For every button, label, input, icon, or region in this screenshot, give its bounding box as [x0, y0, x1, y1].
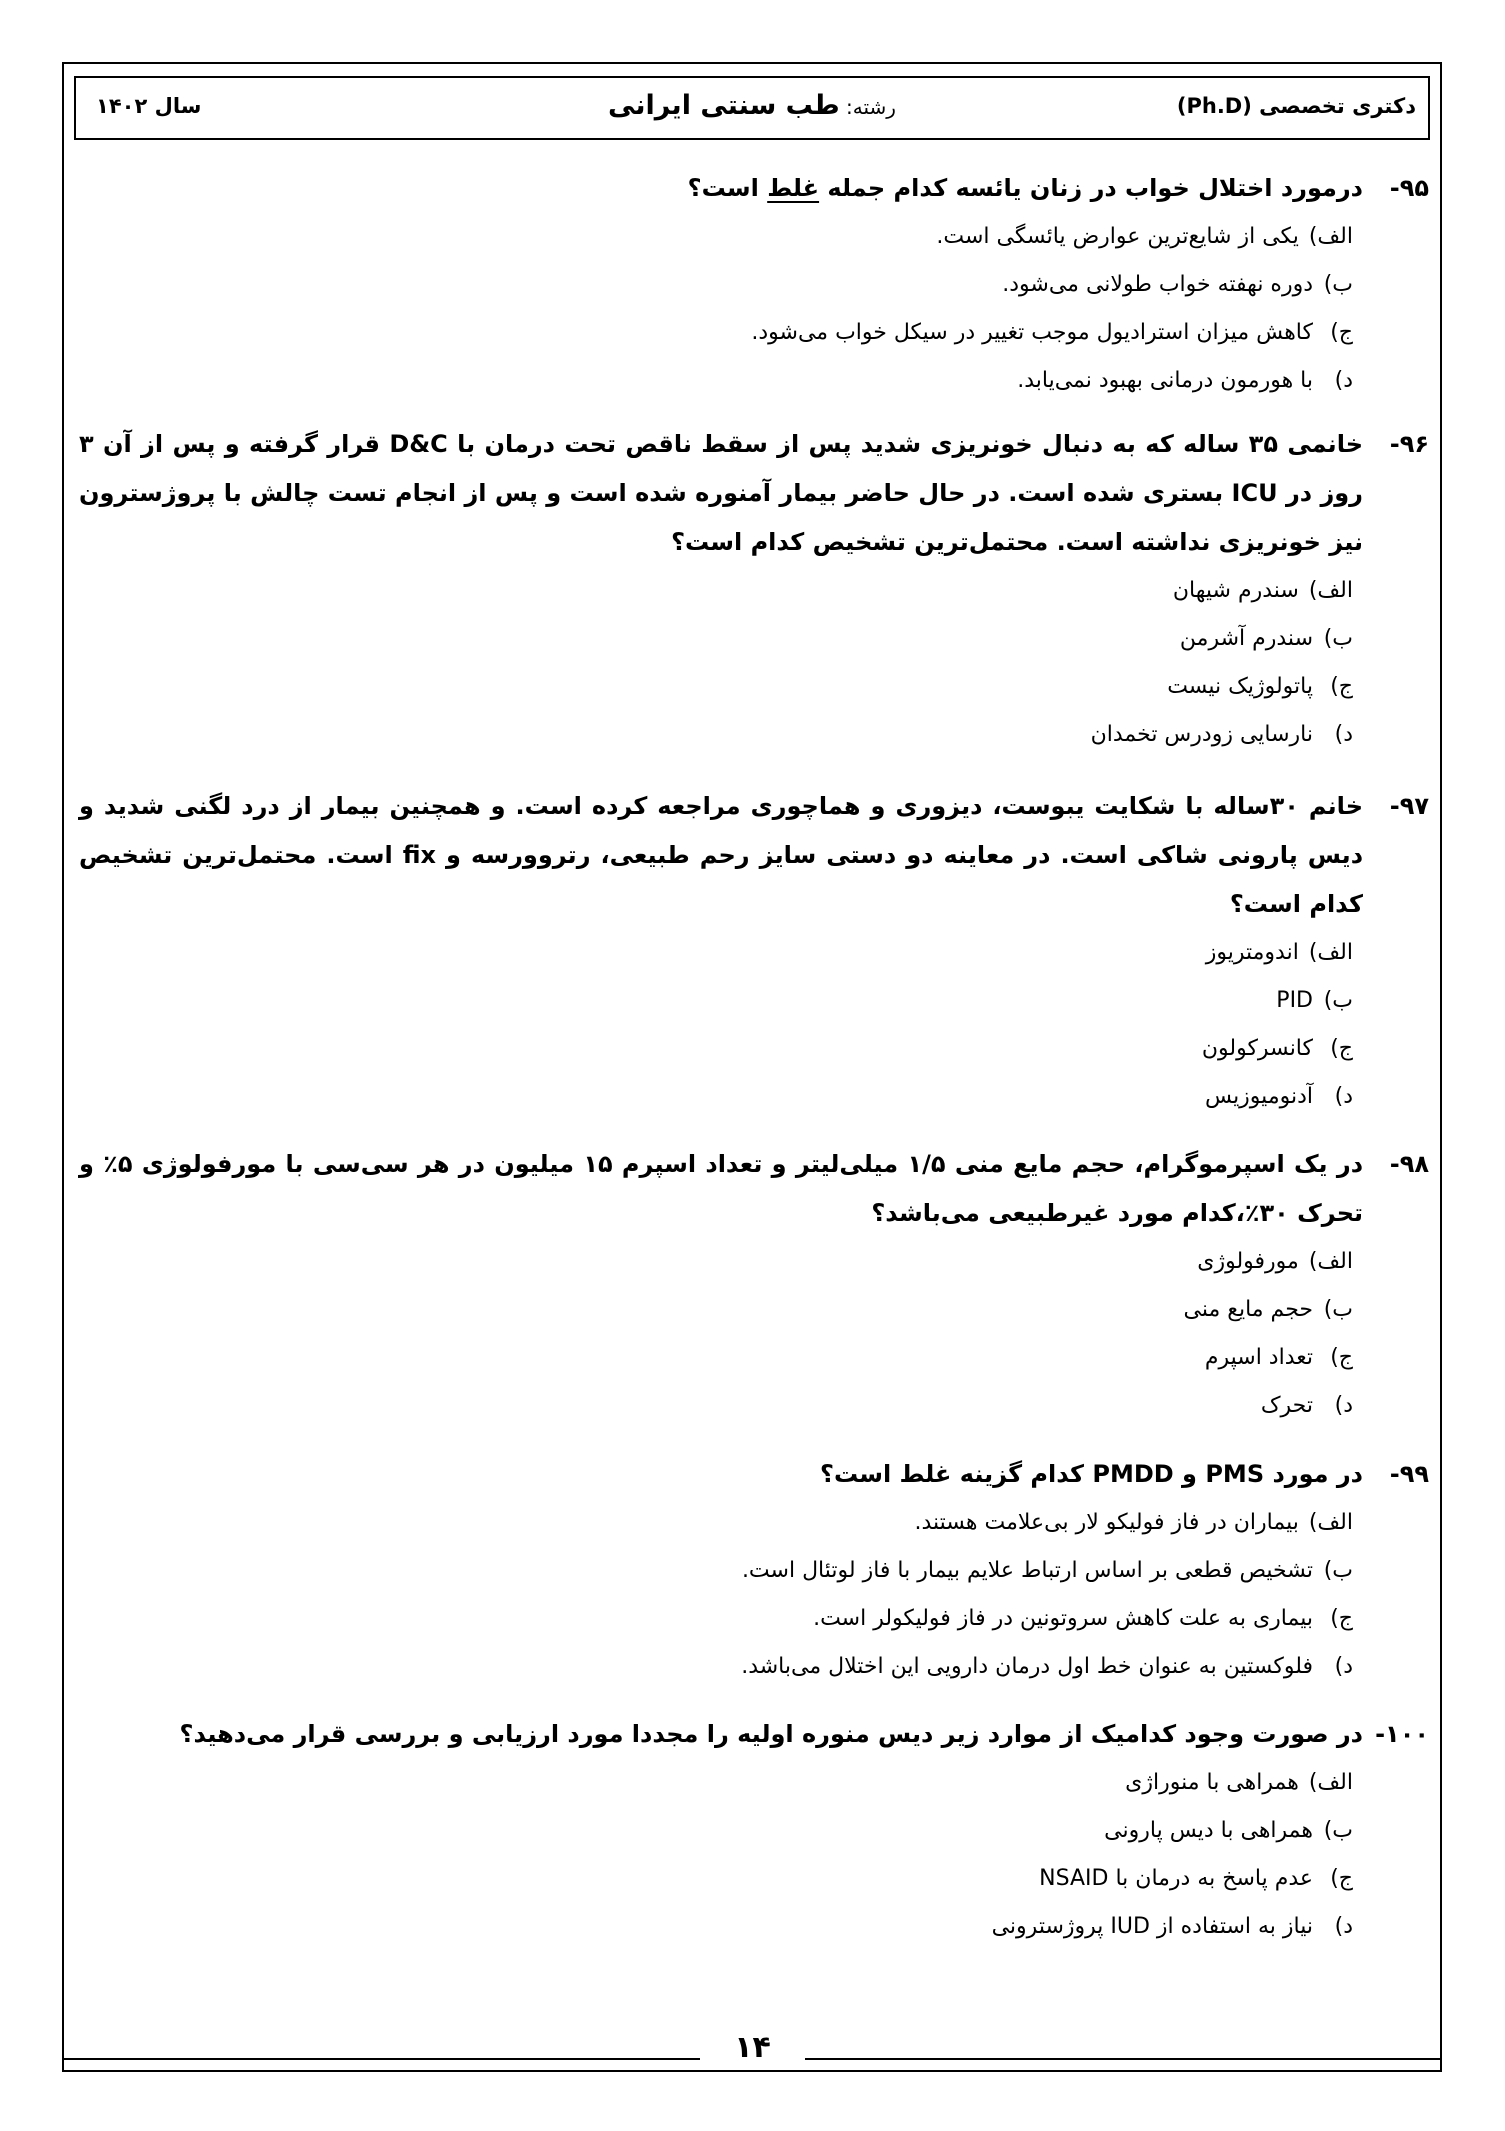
option-c: ج)کانسرکولون — [1201, 1036, 1353, 1061]
option-a: الف)بیماران در فاز فولیکو لار بی‌علامت هستند. — [914, 1510, 1353, 1535]
field-label: رشته: — [846, 95, 896, 119]
field-name: طب سنتی ایرانی — [608, 90, 840, 121]
question-98 — [79, 1140, 1429, 1430]
question-number: ۹۶- — [1389, 430, 1429, 458]
question-97 — [79, 782, 1429, 1121]
options-list — [79, 1238, 1353, 1430]
option-a: الف)سندرم شیهان — [1172, 578, 1353, 603]
option-a: الف)اندومتریوز — [1205, 940, 1353, 965]
option-d: د)با هورمون درمانی بهبود نمی‌یابد. — [1017, 368, 1353, 393]
question-text: در صورت وجود کدامیک از موارد زیر دیس منوره اولیه را مجددا مورد ارزیابی و بررسی قرار می‌دهید؟ — [179, 1720, 1363, 1748]
option-d: د)فلوکستین به عنوان خط اول درمان دارویی این اختلال می‌باشد. — [741, 1654, 1353, 1679]
option-c: ج)کاهش میزان استرادیول موجب تغییر در سیکل خواب می‌شود. — [751, 320, 1353, 345]
option-a: الف)همراهی با منوراژی — [1125, 1770, 1353, 1795]
options-list — [79, 213, 1353, 405]
options-list — [79, 1499, 1353, 1691]
option-d: د)آدنومیوزیس — [1205, 1084, 1353, 1109]
option-b: ب)حجم مایع منی — [1183, 1297, 1353, 1322]
option-c: ج)عدم پاسخ به درمان با NSAID — [1039, 1866, 1353, 1891]
option-d: د)نیاز به استفاده از IUD پروژسترونی — [991, 1914, 1353, 1939]
question-number: ۹۵- — [1389, 174, 1429, 202]
question-text: در مورد PMS و PMDD کدام گزینه غلط است؟ — [820, 1460, 1363, 1488]
question-96 — [79, 420, 1429, 759]
question-text: خانم ۳۰ساله با شکایت یبوست، دیزوری و هماچوری مراجعه کرده است. و همچنین بیمار از درد لگنی شدید و دیس پارونی شاکی است. در معاینه دو دستی سایز رحم طبیعی، رتروورسه و fix است. محتمل‌ترین تشخیص کدام است؟ — [79, 792, 1364, 918]
option-c: ج)تعداد اسپرم — [1204, 1345, 1353, 1370]
options-list — [79, 929, 1353, 1121]
exam-year: سال ۱۴۰۲ — [96, 94, 202, 118]
question-95 — [79, 164, 1429, 405]
question-text: در یک اسپرموگرام، حجم مایع منی ۱/۵ میلی‌لیتر و تعداد اسپرم ۱۵ میلیون در هر سی‌سی با مورفولوژی ۵٪ و تحرک ۳۰٪،کدام مورد غیرطبیعی می‌باشد؟ — [79, 1150, 1364, 1227]
option-d: د)تحرک — [1260, 1393, 1353, 1418]
footer-rule-right — [805, 2058, 1442, 2060]
question-number: ۱۰۰- — [1375, 1720, 1429, 1748]
option-a: الف)مورفولوژی — [1197, 1249, 1353, 1274]
underlined-word: غلط — [767, 174, 820, 202]
option-d: د)نارسایی زودرس تخمدان — [1090, 722, 1353, 747]
footer-rule-left — [62, 2058, 702, 2060]
options-list — [79, 567, 1353, 759]
question-text: درمورد اختلال خواب در زنان یائسه کدام جمله غلط است؟ — [687, 174, 1363, 202]
question-99 — [79, 1450, 1429, 1691]
degree-label: دکتری تخصصی (Ph.D) — [1176, 94, 1416, 118]
field-title — [76, 90, 1428, 121]
question-100 — [79, 1710, 1429, 1951]
option-b: ب)همراهی با دیس پارونی — [1104, 1818, 1353, 1843]
exam-header — [74, 76, 1430, 140]
option-b: ب)سندرم آشرمن — [1179, 626, 1353, 651]
option-a: الف)یکی از شایع‌ترین عوارض یائسگی است. — [936, 224, 1353, 249]
option-b: ب)PID — [1276, 988, 1353, 1013]
option-c: ج)بیماری به علت کاهش سروتونین در فاز فولیکولر است. — [813, 1606, 1353, 1631]
option-b: ب)دوره نهفته خواب طولانی می‌شود. — [1002, 272, 1353, 297]
question-number: ۹۸- — [1389, 1150, 1429, 1178]
question-text: خانمی ۳۵ ساله که به دنبال خونریزی شدید پس از سقط ناقص تحت درمان با D&C قرار گرفته و پس از آن ۳ روز در ICU بستری شده است. در حال حاضر بیمار آمنوره شده است و پس از انجام تست چالش با پروژسترون نیز خونریزی نداشته است. محتمل‌ترین تشخیص کدام است؟ — [79, 430, 1364, 556]
option-c: ج)پاتولوژیک نیست — [1167, 674, 1353, 699]
question-number: ۹۹- — [1389, 1460, 1429, 1488]
options-list — [79, 1759, 1353, 1951]
page-number: ۱۴ — [700, 2030, 805, 2065]
option-b: ب)تشخیص قطعی بر اساس ارتباط علایم بیمار با فاز لوتئال است. — [741, 1558, 1353, 1583]
question-number: ۹۷- — [1389, 792, 1429, 820]
